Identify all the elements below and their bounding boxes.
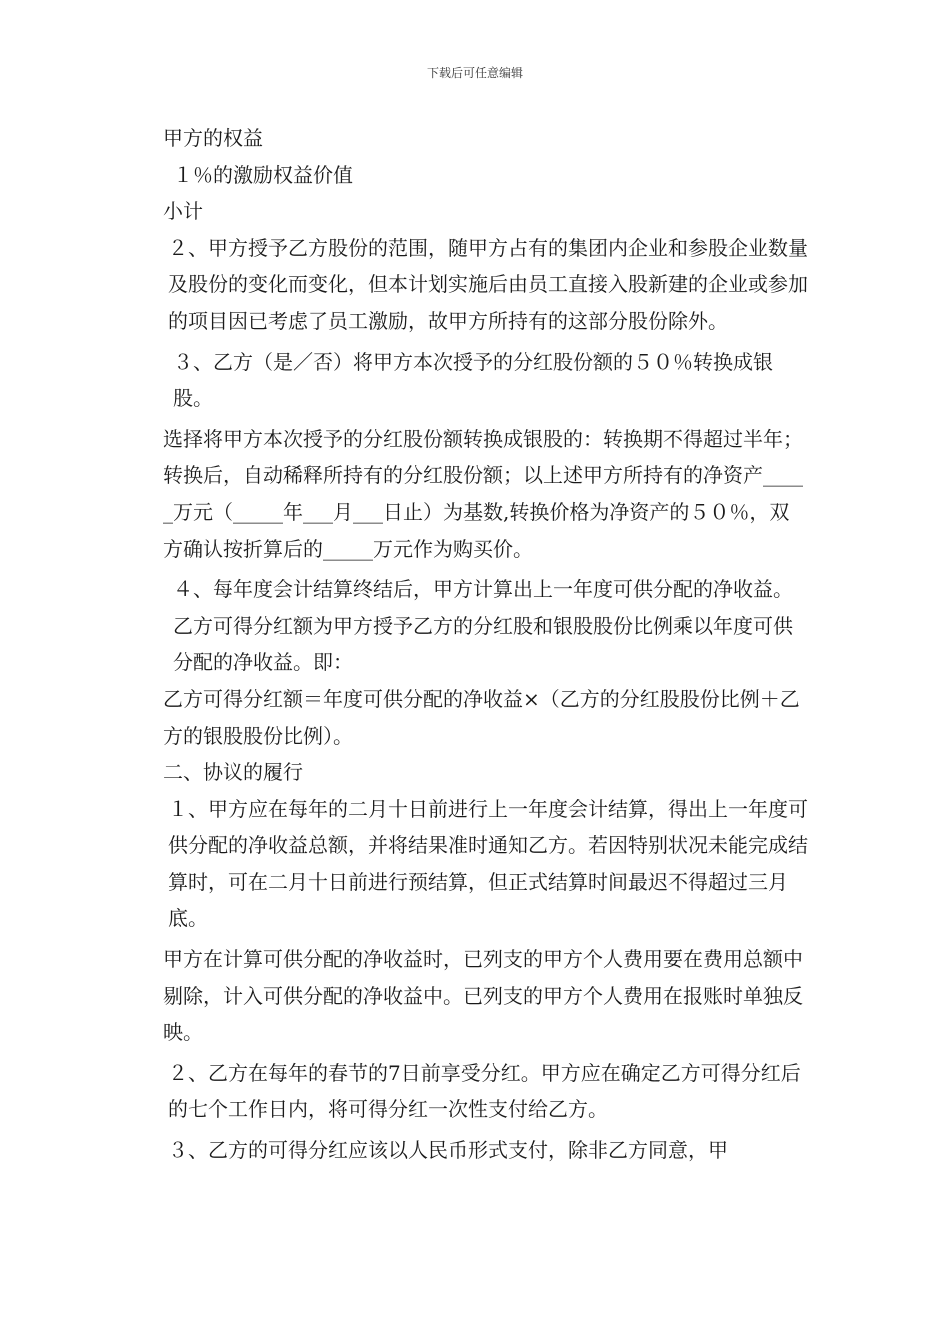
section-heading-performance: 二、协议的履行 <box>163 760 303 785</box>
paragraph-performance-3: ３、乙方的可得分红应该以人民币形式支付，除非乙方同意，甲 <box>168 1138 728 1163</box>
paragraph-subtotal: 小计 <box>163 199 203 224</box>
paragraph-clause-2: ２、甲方授予乙方股份的范围，随甲方占有的集团内企业和参股企业数量及股份的变化而变化，但本计划实施后由员工直接入股新建的企业或参加的项目因已考虑了员工激励，故甲方所持有的这部分股份除外。 <box>168 235 808 333</box>
paragraph-formula: 乙方可得分红额＝年度可供分配的净收益×（乙方的分红股股份比例＋乙方的银股股份比例）。 <box>163 686 800 748</box>
page-header: 下载后可任意编辑 <box>426 66 523 80</box>
paragraph-clause-3: ３、乙方（是／否）将甲方本次授予的分红股份额的５０％转换成银股。 <box>173 349 773 411</box>
paragraph-performance-1: １、甲方应在每年的二月十日前进行上一年度会计结算，得出上一年度可供分配的净收益总额，并将结果准时通知乙方。若因特别状况未能完成结算时，可在二月十日前进行预结算，但正式结算时间最迟不得超过三月底。 <box>168 796 808 931</box>
paragraph-expenses: 甲方在计算可供分配的净收益时，已列支的甲方个人费用要在费用总额中剔除，计入可供分配的净收益中。已列支的甲方个人费用在报账时单独反映。 <box>163 947 803 1045</box>
paragraph-performance-2: ２、乙方在每年的春节的7日前享受分红。甲方应在确定乙方可得分红后的七个工作日内，将可得分红一次性支付给乙方。 <box>168 1060 801 1122</box>
paragraph-clause-4: ４、每年度会计结算终结后，甲方计算出上一年度可供分配的净收益。乙方可得分红额为甲方授予乙方的分红股和银股股份比例乘以年度可供分配的净收益。即： <box>173 577 793 675</box>
paragraph-conversion: 选择将甲方本次授予的分红股份额转换成银股的：转换期不得超过半年；转换后，自动稀释所持有的分红股份额；以上述甲方所持有的净资产_____万元（_____年___月___日止）为基数,转换价格为净资产的５０％，双方确认按折算后的_____万元作为购买价。 <box>163 426 803 561</box>
paragraph-incentive-value: １％的激励权益价值 <box>173 162 353 187</box>
paragraph-equity-title: 甲方的权益 <box>163 126 263 150</box>
document-body <box>143 120 808 1169</box>
